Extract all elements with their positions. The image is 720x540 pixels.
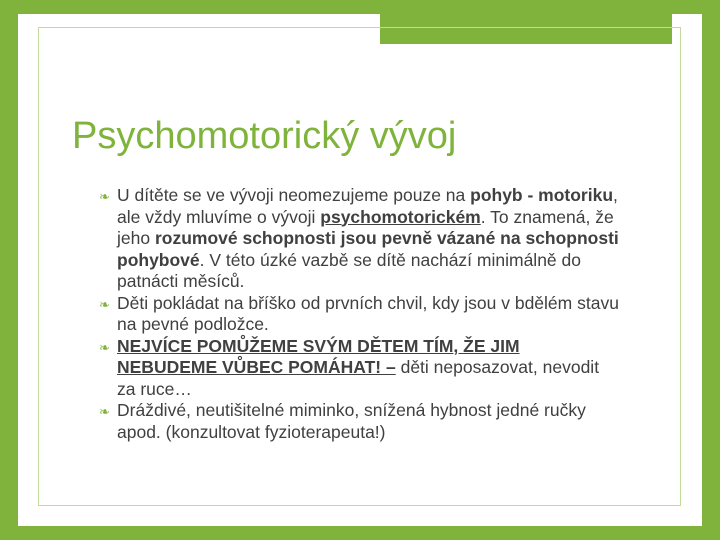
- bullet-item: ❧ Děti pokládat na bříško od prvních chvil, kdy jsou v bdělém stavu na pevné podložce.: [99, 292, 619, 334]
- bullet-item: ❧ U dítěte se ve vývoji neomezujeme pouze na pohyb - motoriku, ale vždy mluvíme o vývoji psychomotorickém. To znamená, že jeho rozumové schopnosti jsou pevně vázané na schopnosti pohybové. V této úzké vazbě se dítě nachází minimálně do patnácti měsíců.: [99, 185, 619, 291]
- bullet-list: [99, 185, 619, 443]
- leaf-bullet-icon: ❧: [99, 339, 110, 355]
- bullet-item: ❧ Dráždivé, neutišitelné miminko, snížená hybnost jedné ručky apod. (konzultovat fyzioterapeuta!): [99, 400, 586, 442]
- bullet-item: ❧ NEJVÍCE POMŮŽEME SVÝM DĚTEM TÍM, ŽE JIM NEBUDEME VŮBEC POMÁHAT! – děti neposazovat, nevodit za ruce…: [99, 335, 600, 399]
- leaf-bullet-icon: ❧: [99, 189, 110, 204]
- slide-title: Psychomotorický vývoj: [72, 115, 457, 157]
- leaf-bullet-icon: ❧: [99, 404, 110, 419]
- leaf-bullet-icon: ❧: [99, 296, 110, 312]
